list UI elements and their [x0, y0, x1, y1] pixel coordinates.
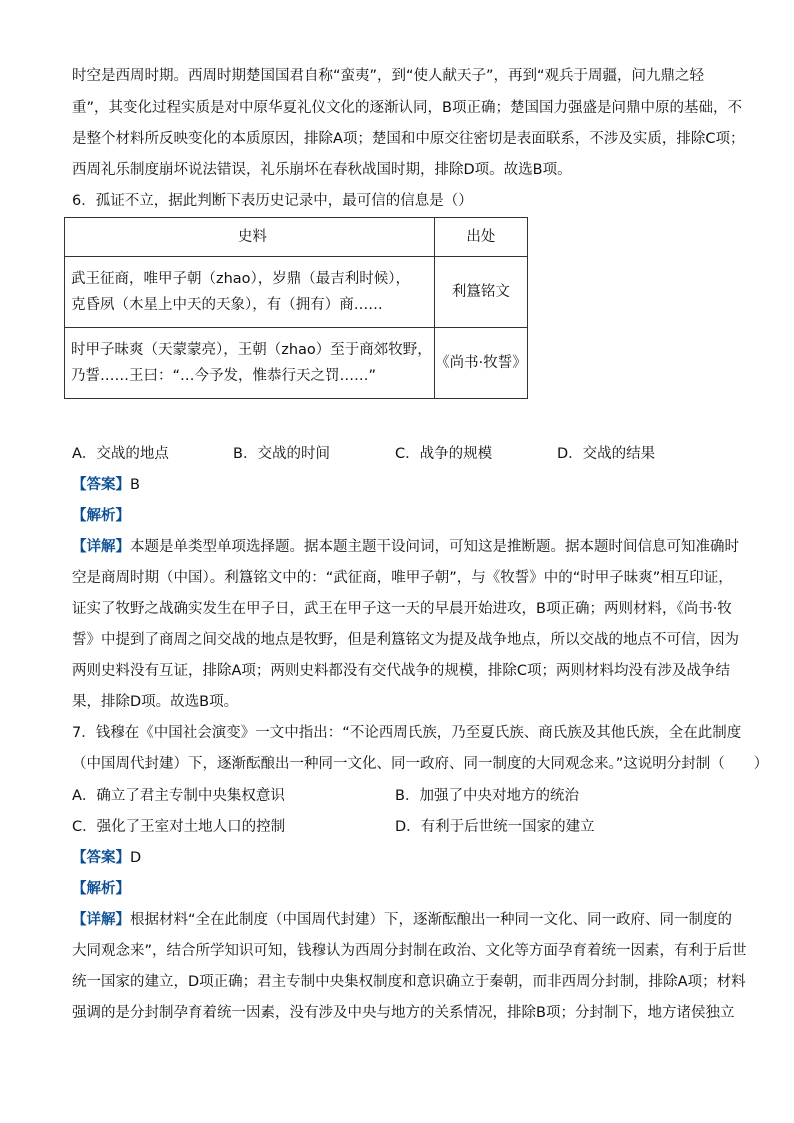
option-b: B．加强了中央对地方的统治: [395, 788, 579, 804]
detail-line: 果，排除D项。故选B项。: [72, 694, 239, 710]
detail-line: 强调的是分封制孕育着统一因素，没有涉及中央与地方的关系情况，排除B项；分封制下，地方诸侯独立: [72, 1005, 735, 1021]
detail-line: 【详解】本题是单类型单项选择题。据本题主题干设问词，可知这是推断题。据本题时间信息可知准确时: [72, 539, 739, 555]
detail-line: 空是商周时期（中国）。利簋铭文中的：“武征商，唯甲子朝”，与《牧誓》中的“时甲子昧爽”相互印证，: [72, 570, 733, 586]
detail-line: 誓》中提到了商周之间交战的地点是牧野，但是利簋铭文为提及战争地点，所以交战的地点不可信，因为: [72, 632, 739, 648]
option-d: D．有利于后世统一国家的建立: [395, 819, 595, 835]
detail-tag: 【详解】: [72, 539, 130, 555]
table-cell-source: 《尚书·牧誓》: [434, 328, 527, 399]
source-table: [64, 217, 528, 399]
option-a: A．交战的地点: [72, 446, 169, 462]
option-c: C．战争的规模: [395, 446, 493, 462]
cell-line: 武王征商，唯甲子朝（zhao），岁鼎（最吉利时候），: [71, 271, 411, 287]
table-cell-source: 利簋铭文: [434, 257, 527, 328]
detail-line: 统一国家的建立，D项正确；君主专制中央集权制度和意识确立于秦朝，而非西周分封制，排除A项；材料: [72, 974, 746, 990]
table-row: [65, 257, 528, 328]
cell-line: 时甲子昧爽（天蒙蒙亮），王朝（zhao）至于商郊牧野，: [71, 342, 432, 358]
answer-value: D: [130, 850, 142, 866]
answer-line: [72, 475, 140, 495]
text-line: 时空是西周时期。西周时期楚国国君自称“蛮夷”，到“使人献天子”，再到“观兵于周疆，问九鼎之轻: [72, 68, 705, 84]
option-a: A．确立了君主专制中央集权意识: [72, 788, 285, 804]
table-row: [65, 328, 528, 399]
table-cell-text: [65, 257, 435, 328]
table-cell-text: [65, 328, 435, 399]
cell-line: 克昏夙（木星上中天的天象），有（拥有）商……: [71, 297, 383, 313]
analysis-tag: 【解析】: [72, 881, 130, 897]
table-header-cell: 史料: [65, 218, 435, 257]
answer-line: [72, 848, 141, 868]
answer-tag: 【答案】: [72, 477, 130, 493]
text-line: 是整个材料所反映变化的本质原因，排除A项；楚国和中原交往密切是表面联系，不涉及实质，排除C项；: [72, 131, 745, 147]
detail-line: 大同观念来”，结合所学知识可知，钱穆认为西周分封制在政治、文化等方面孕育着统一因素，有利于后世: [72, 943, 747, 959]
detail-line: 【详解】根据材料“全在此制度（中国周代封建）下，逐渐酝酿出一种同一文化、同一政府、同一制度的: [72, 912, 733, 928]
option-b: B．交战的时间: [233, 446, 330, 462]
text-line: 西周礼乐制度崩坏说法错误，礼乐崩坏在春秋战国时期，排除D项。故选B项。: [72, 162, 572, 178]
detail-tag: 【详解】: [72, 912, 130, 928]
question-6-stem: 6．孤证不立，据此判断下表历史记录中，最可信的信息是（）: [72, 193, 473, 209]
question-7-stem: 7．钱穆在《中国社会演变》一文中指出：“不论西周氏族，乃至夏氏族、商氏族及其他氏族，全在此制度: [72, 725, 742, 741]
option-d: D．交战的结果: [557, 446, 656, 462]
cell-line: 乃誓……王曰：“…今予发，惟恭行天之罚……”: [71, 368, 377, 384]
detail-line: 两则史料没有互证，排除A项；两则史料都没有交代战争的规模，排除C项；两则材料均没有涉及战争结: [72, 663, 731, 679]
table-header-cell: 出处: [434, 218, 527, 257]
answer-value: B: [130, 477, 140, 493]
option-c: C．强化了王室对土地人口的控制: [72, 819, 286, 835]
question-7-stem: （中国周代封建）下，逐渐酝酿出一种同一文化、同一政府、同一制度的大同观念来。”这说明分封制（ ）: [72, 756, 769, 772]
table-header-row: [65, 218, 528, 257]
text-line: 重”，其变化过程实质是对中原华夏礼仪文化的逐渐认同，B项正确；楚国国力强盛是问鼎中原的基础，不: [72, 100, 742, 116]
analysis-tag: 【解析】: [72, 508, 130, 524]
answer-tag: 【答案】: [72, 850, 130, 866]
detail-line: 证实了牧野之战确实发生在甲子日，武王在甲子这一天的早晨开始进攻，B项正确；两则材料，《尚书·牧: [72, 601, 732, 617]
